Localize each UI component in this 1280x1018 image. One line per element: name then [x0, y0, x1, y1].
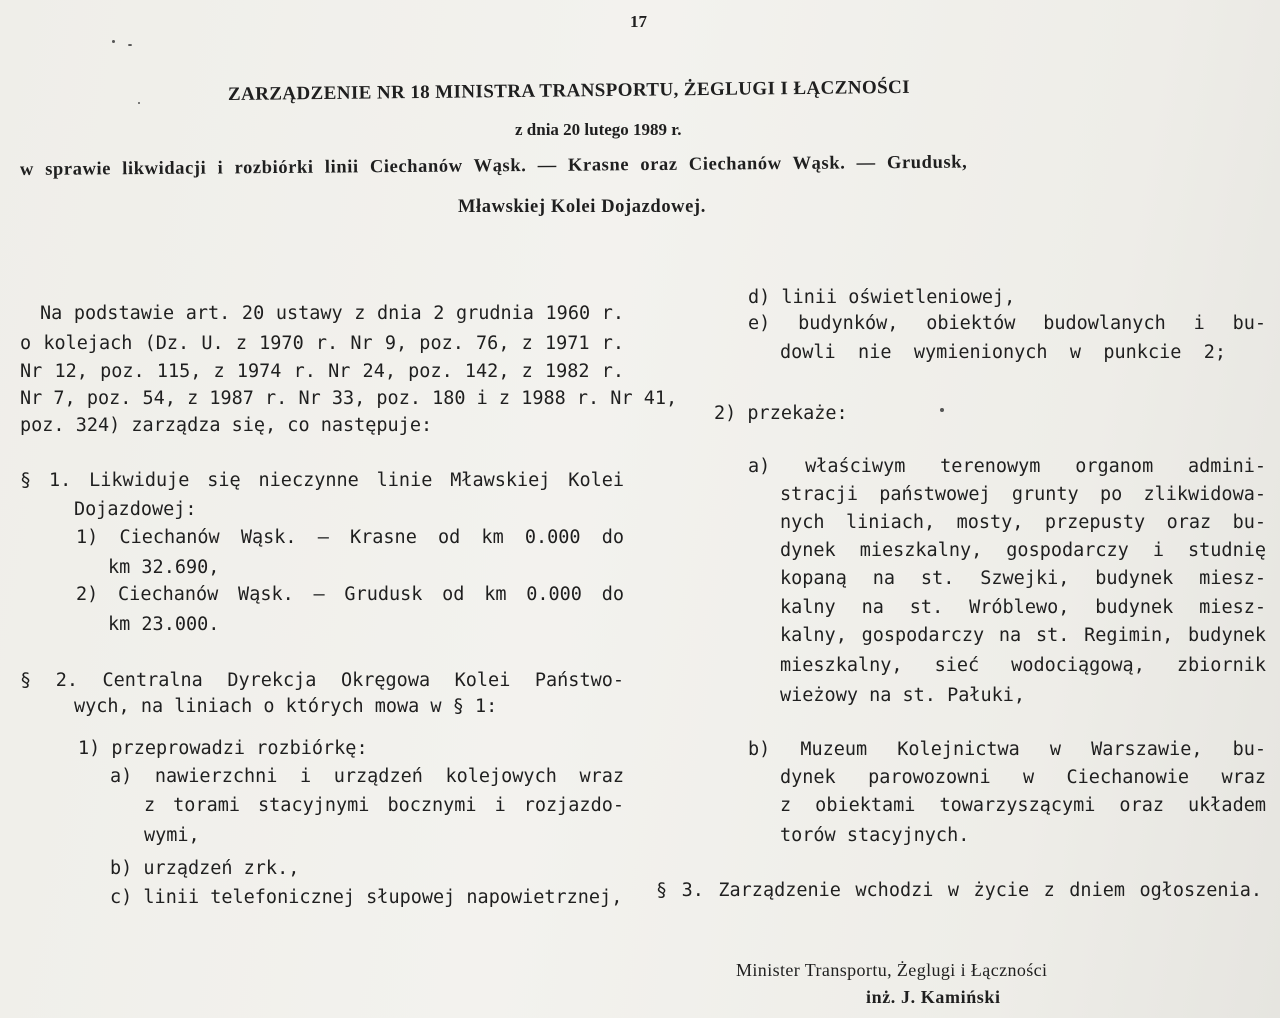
right-column-line: kopaną na st. Szwejki, budynek miesz- — [780, 568, 1266, 589]
paragraph-1-line: Dojazdowej: — [74, 499, 197, 520]
document-date: z dnia 20 lutego 1989 r. — [515, 120, 682, 139]
paragraph-2-line: wych, na liniach o których mowa w § 1: — [74, 696, 498, 717]
right-column-line: torów stacyjnych. — [780, 825, 970, 846]
signature-name: inż. J. Kamiński — [866, 987, 1001, 1007]
paragraph-2-line: wymi, — [144, 825, 200, 846]
right-column-line: dynek mieszkalny, gospodarczy i studnię — [780, 540, 1266, 561]
right-column-line: nych liniach, mosty, przepusty oraz bu- — [780, 512, 1266, 533]
right-column-item: e) budynków, obiektów budowlanych i bu- — [748, 313, 1266, 334]
right-column-line: kalny na st. Wróblewo, budynek miesz- — [780, 597, 1266, 618]
right-column-line: dowli nie wymienionych w punkcie 2; — [780, 342, 1226, 363]
intro-line: Nr 7, poz. 54, z 1987 r. Nr 33, poz. 180 i z 1988 r. Nr 41, — [20, 388, 678, 409]
paragraph-1-item: 1) Ciechanów Wąsk. — Krasne od km 0.000 do — [76, 527, 624, 548]
document-subject-line-1: w sprawie likwidacji i rozbiórki linii Ciechanów Wąsk. — Krasne oraz Ciechanów Wąsk. — Grudusk, — [19, 152, 968, 180]
paragraph-3: § 3. Zarządzenie wchodzi w życie z dniem ogłoszenia. — [656, 880, 1262, 901]
page-number: 17 — [630, 12, 647, 31]
scan-speck — [940, 408, 944, 412]
scan-speck — [112, 40, 115, 43]
scan-speck — [138, 102, 140, 104]
right-column-line: wieżowy na st. Pałuki, — [780, 685, 1026, 706]
paragraph-2-subitem: b) urządzeń zrk., — [110, 858, 300, 879]
paragraph-2-item: 1) przeprowadzi rozbiórkę: — [78, 738, 368, 759]
paragraph-2-line: § 2. Centralna Dyrekcja Okręgowa Kolei Państwo- — [20, 670, 624, 691]
right-column-line: stracji państwowej grunty po zlikwidowa- — [780, 484, 1266, 505]
right-column-item: 2) przekaże: — [714, 403, 848, 424]
intro-line: poz. 324) zarządza się, co następuje: — [20, 415, 433, 436]
right-column-item: b) Muzeum Kolejnictwa w Warszawie, bu- — [748, 739, 1266, 760]
intro-line: Nr 12, poz. 115, z 1974 r. Nr 24, poz. 142, z 1982 r. — [20, 361, 624, 382]
right-column-line: kalny, gospodarczy na st. Regimin, budynek — [780, 625, 1266, 646]
paragraph-1-item: 2) Ciechanów Wąsk. — Grudusk od km 0.000 do — [76, 584, 624, 605]
paragraph-1-line: § 1. Likwiduje się nieczynne linie Mławskiej Kolei — [20, 470, 624, 491]
right-column-line: z obiektami towarzyszącymi oraz układem — [780, 795, 1266, 816]
document-subject-line-2: Mławskiej Kolei Dojazdowej. — [458, 197, 706, 217]
paragraph-2-subitem: a) nawierzchni i urządzeń kolejowych wraz — [110, 766, 624, 787]
intro-line: o kolejach (Dz. U. z 1970 r. Nr 9, poz. 76, z 1971 r. — [20, 333, 624, 354]
paragraph-2-line: z torami stacyjnymi bocznymi i rozjazdo- — [144, 795, 624, 816]
paragraph-2-subitem: c) linii telefonicznej słupowej napowietrznej, — [110, 887, 623, 908]
intro-line: Na podstawie art. 20 ustawy z dnia 2 grudnia 1960 r. — [40, 303, 624, 324]
signature-office: Minister Transportu, Żeglugi i Łączności — [736, 960, 1048, 980]
paragraph-1-line: km 23.000. — [108, 614, 220, 635]
right-column-line: dynek parowozowni w Ciechanowie wraz — [780, 767, 1266, 788]
right-column-line: mieszkalny, sieć wodociągową, zbiornik — [780, 655, 1266, 676]
paragraph-1-line: km 32.690, — [108, 557, 220, 578]
right-column-item: d) linii oświetleniowej, — [748, 287, 1016, 308]
scan-speck — [128, 44, 132, 46]
right-column-item: a) właściwym terenowym organom admini- — [748, 456, 1266, 477]
document-title: ZARZĄDZENIE NR 18 MINISTRA TRANSPORTU, ŻEGLUGI I ŁĄCZNOŚCI — [227, 76, 911, 105]
